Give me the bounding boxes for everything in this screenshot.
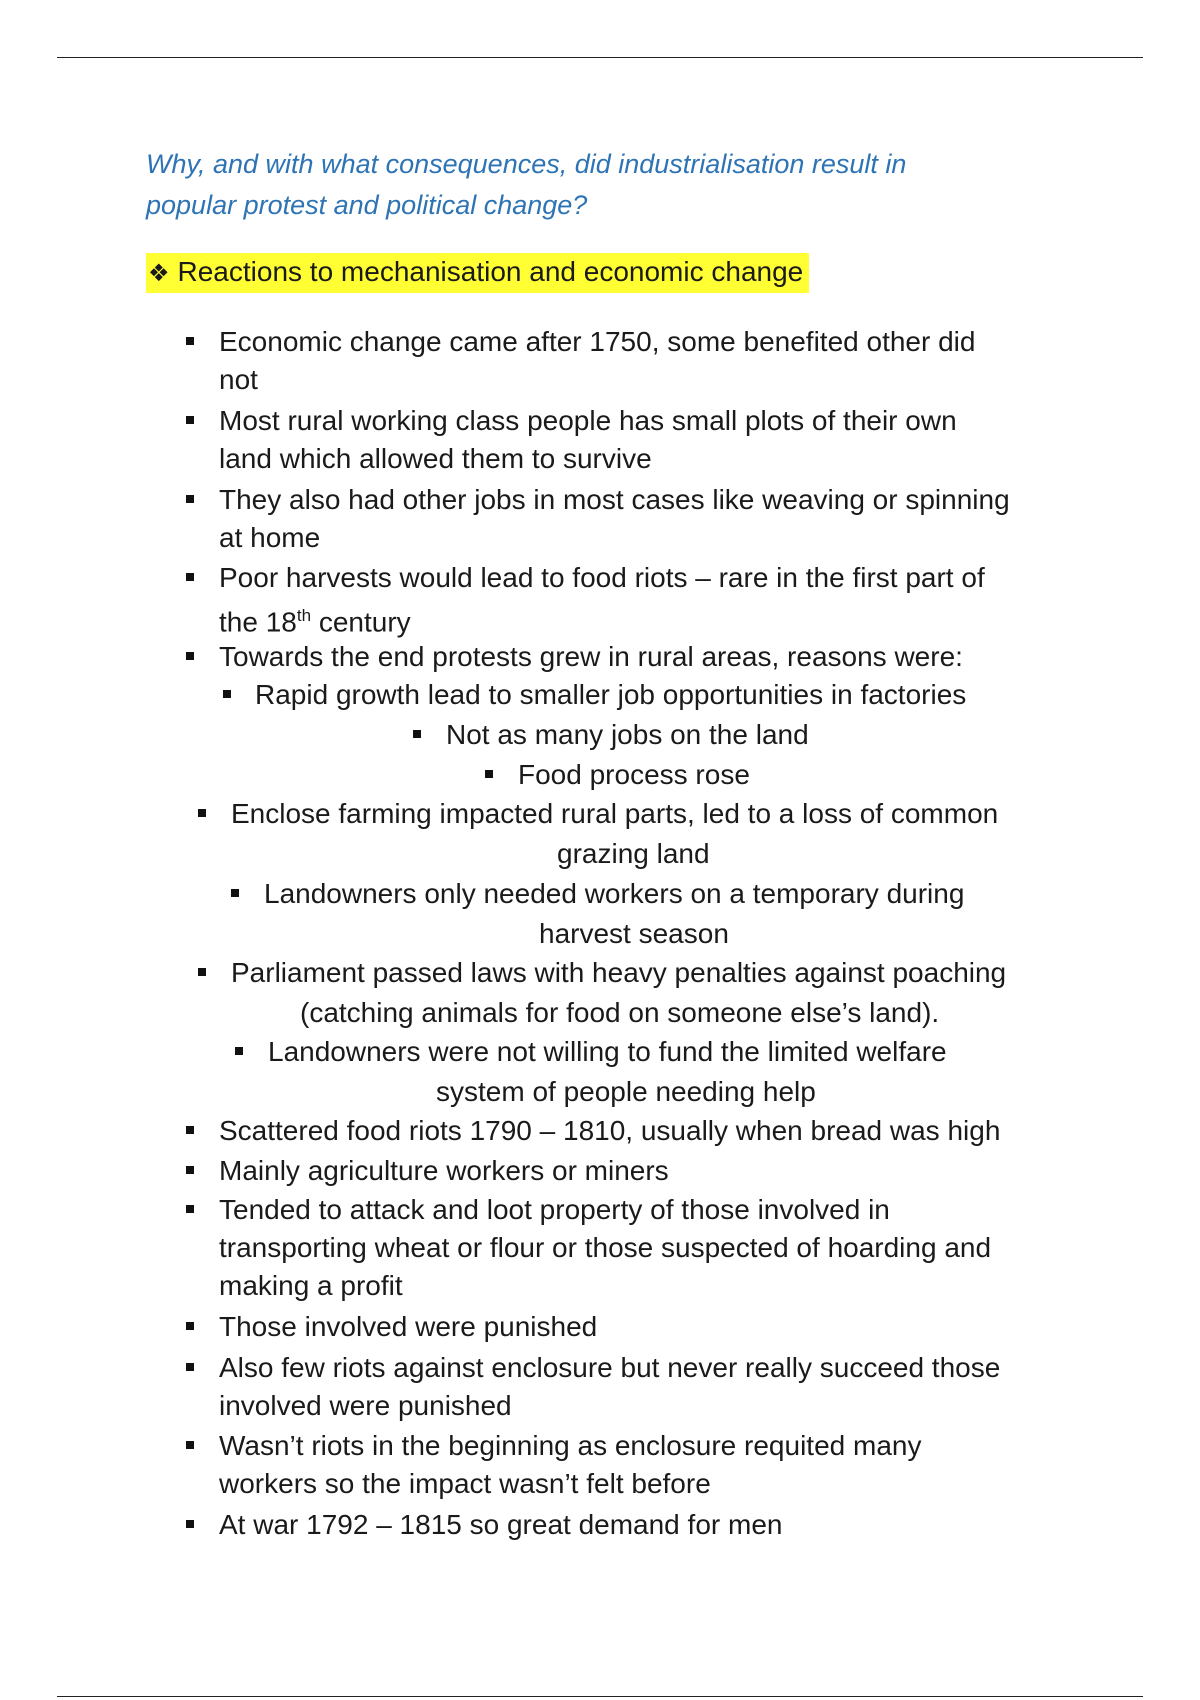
list-item-text: harvest season	[539, 918, 729, 949]
bullet-icon	[485, 770, 493, 778]
bullet-icon	[231, 889, 239, 897]
diamond-star-icon: ❖	[148, 260, 170, 287]
bullet-icon	[235, 1047, 243, 1055]
list-item-text: At war 1792 – 1815 so great demand for men	[219, 1509, 783, 1540]
title-line-1: Why, and with what consequences, did industrialisation result in	[146, 149, 907, 179]
bullet-icon	[186, 495, 194, 503]
bullet-icon	[198, 968, 206, 976]
list-item-text: Also few riots against enclosure but never really succeed those	[219, 1352, 1001, 1383]
bullet-icon	[198, 809, 206, 817]
bullet-icon	[413, 730, 421, 738]
list-item-text: Scattered food riots 1790 – 1810, usually when bread was high	[219, 1115, 1001, 1146]
list-item-text-part: century	[311, 606, 411, 638]
bullet-icon	[186, 416, 194, 424]
list-item-text: not	[219, 364, 258, 395]
page-title	[146, 144, 1026, 226]
bullet-icon	[186, 1441, 194, 1449]
list-item-text-part: the 18	[219, 606, 297, 638]
superscript: th	[296, 606, 312, 625]
bullet-icon	[186, 1126, 194, 1134]
bullet-icon	[223, 690, 231, 698]
bullet-icon	[186, 1322, 194, 1330]
list-item-text: Landowners were not willing to fund the limited welfare	[268, 1036, 947, 1067]
bullet-icon	[186, 1166, 194, 1174]
list-item-text: Those involved were punished	[219, 1311, 598, 1342]
section-heading	[146, 253, 809, 293]
list-item-text: transporting wheat or flour or those suspected of hoarding and	[219, 1232, 992, 1263]
list-item-text: They also had other jobs in most cases like weaving or spinning	[219, 484, 1010, 515]
list-item-text: Rapid growth lead to smaller job opportunities in factories	[255, 679, 967, 710]
list-item-text: land which allowed them to survive	[219, 443, 652, 474]
list-item-text: Food process rose	[518, 759, 750, 790]
list-item-text: at home	[219, 522, 321, 553]
list-item-text: Most rural working class people has small plots of their own	[219, 405, 957, 436]
bullet-icon	[186, 337, 194, 345]
section-heading-text: Reactions to mechanisation and economic change	[177, 256, 804, 287]
list-item-text: Poor harvests would lead to food riots – rare in the first part of	[219, 562, 985, 593]
list-item-text: Not as many jobs on the land	[446, 719, 809, 750]
list-item-text: Economic change came after 1750, some benefited other did	[219, 326, 976, 357]
list-item-text: making a profit	[219, 1270, 403, 1301]
list-item-text: Tended to attack and loot property of those involved in	[219, 1194, 890, 1225]
list-item-text	[219, 597, 411, 641]
list-item-text: Enclose farming impacted rural parts, led to a loss of common	[231, 798, 999, 829]
list-item-text: (catching animals for food on someone else’s land).	[300, 997, 940, 1028]
top-rule	[57, 57, 1143, 58]
list-item-text: Parliament passed laws with heavy penalties against poaching	[231, 957, 1007, 988]
list-item-text: system of people needing help	[436, 1076, 816, 1107]
list-item-text: grazing land	[557, 838, 710, 869]
title-line-2: popular protest and political change?	[146, 190, 588, 220]
bullet-icon	[186, 1205, 194, 1213]
list-item-text: Towards the end protests grew in rural areas, reasons were:	[219, 641, 963, 672]
bullet-icon	[186, 1520, 194, 1528]
list-item-text: Mainly agriculture workers or miners	[219, 1155, 669, 1186]
bullet-icon	[186, 1363, 194, 1371]
bullet-icon	[186, 652, 194, 660]
list-item-text: Landowners only needed workers on a temporary during	[264, 878, 965, 909]
bullet-icon	[186, 573, 194, 581]
list-item-text: workers so the impact wasn’t felt before	[219, 1468, 711, 1499]
list-item-text: Wasn’t riots in the beginning as enclosure requited many	[219, 1430, 922, 1461]
list-item-text: involved were punished	[219, 1390, 512, 1421]
bottom-rule	[57, 1696, 1143, 1697]
